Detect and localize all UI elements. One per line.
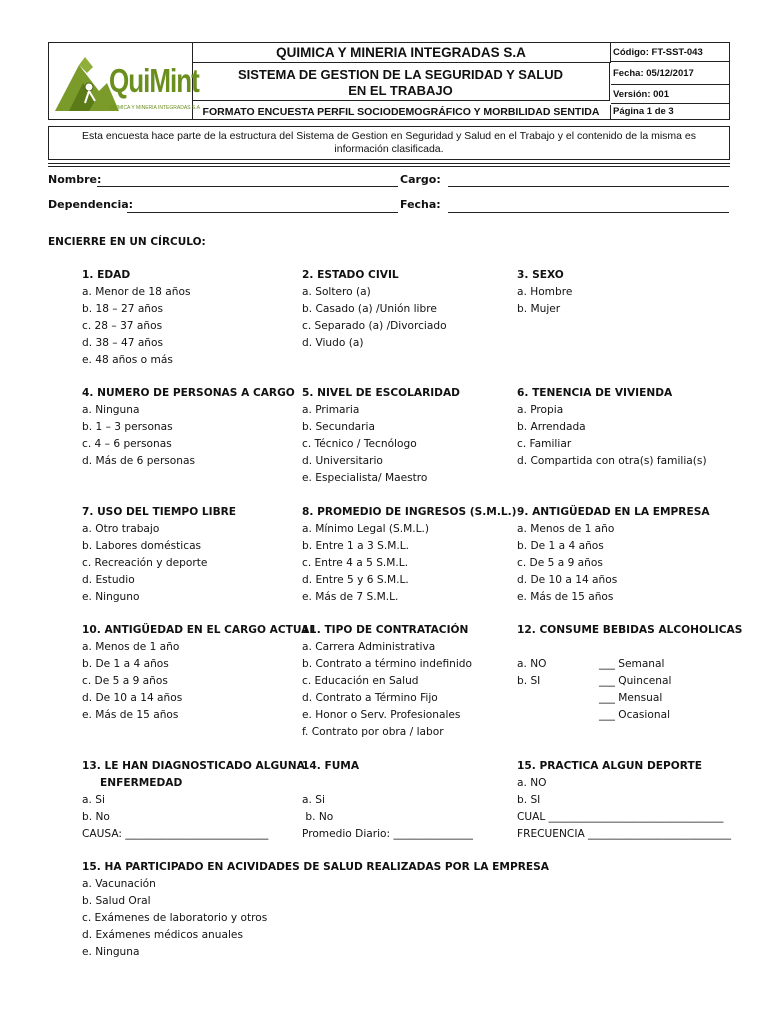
question-escolaridad — [302, 385, 460, 487]
dependencia-field[interactable] — [127, 212, 398, 213]
option[interactable]: c. Entre 4 a 5 S.M.L. — [302, 557, 409, 569]
option[interactable]: b. De 1 a 4 años — [517, 540, 604, 552]
option[interactable]: d. 38 – 47 años — [82, 337, 164, 349]
option[interactable]: a. Menos de 1 año — [517, 523, 615, 535]
logo-wordmark: QuiMint — [109, 61, 199, 100]
frequency-option[interactable]: ___ Quincenal — [599, 675, 672, 687]
option[interactable]: e. Más de 15 años — [517, 591, 614, 603]
option[interactable]: a. Si — [82, 794, 105, 806]
question-estado-civil — [302, 267, 447, 352]
option[interactable]: c. De 5 a 9 años — [82, 675, 168, 687]
question-title: 7. USO DEL TIEMPO LIBRE — [82, 506, 237, 518]
frequency-option[interactable]: ___ Ocasional — [599, 709, 671, 721]
option[interactable]: b. De 1 a 4 años — [82, 658, 169, 670]
option[interactable]: a. NO — [517, 658, 547, 670]
option[interactable]: e. Honor o Serv. Profesionales — [302, 709, 461, 721]
question-title: 1. EDAD — [82, 269, 131, 281]
system-title-line1: SISTEMA DE GESTION DE LA SEGURIDAD Y SALUD — [237, 67, 564, 82]
option[interactable]: b. 18 – 27 años — [82, 303, 164, 315]
promedio-field[interactable]: Promedio Diario: _______________ — [302, 828, 473, 840]
option[interactable]: b. Labores domésticas — [82, 540, 202, 552]
bebidas-frecuencia — [599, 656, 671, 724]
divider — [48, 166, 730, 167]
option[interactable]: d. Viudo (a) — [302, 337, 364, 349]
option[interactable]: a. NO — [517, 777, 547, 789]
option[interactable]: d. De 10 a 14 años — [82, 692, 183, 704]
system-title-line2: EN EL TRABAJO — [348, 83, 453, 98]
question-title: 6. TENENCIA DE VIVIENDA — [517, 387, 673, 399]
option[interactable]: b. Entre 1 a 3 S.M.L. — [302, 540, 409, 552]
option[interactable]: d. Estudio — [82, 574, 135, 586]
question-vivienda — [517, 385, 707, 470]
fecha-label: Fecha: — [400, 198, 441, 211]
option[interactable]: c. Exámenes de laboratorio y otros — [82, 912, 268, 924]
option[interactable]: b. SI — [517, 794, 541, 806]
option[interactable]: a. Menos de 1 año — [82, 641, 180, 653]
question-title: 11. TIPO DE CONTRATACIÓN — [302, 624, 469, 636]
format-title: FORMATO ENCUESTA PERFIL SOCIODEMOGRÁFICO Y MORBILIDAD SENTIDA — [192, 105, 611, 119]
question-ingresos — [302, 504, 516, 606]
option[interactable]: c. 28 – 37 años — [82, 320, 163, 332]
company-name: QUIMICA Y MINERIA INTEGRADAS S.A — [192, 43, 611, 63]
option[interactable]: c. Técnico / Tecnólogo — [302, 438, 417, 450]
doc-code: Código: FT-SST-043 — [611, 43, 729, 62]
option[interactable]: d. Universitario — [302, 455, 383, 467]
option[interactable]: d. De 10 a 14 años — [517, 574, 618, 586]
option[interactable]: d. Exámenes médicos anuales — [82, 929, 243, 941]
question-edad — [82, 267, 190, 369]
option[interactable]: b. Contrato a término indefinido — [302, 658, 473, 670]
question-title: 4. NUMERO DE PERSONAS A CARGO — [82, 387, 295, 399]
fecha-field[interactable] — [448, 212, 729, 213]
company-logo — [49, 43, 200, 119]
question-tiempo-libre — [82, 504, 236, 606]
question-antiguedad-empresa — [517, 504, 710, 606]
option[interactable]: b. No — [302, 811, 334, 823]
document-header — [48, 42, 730, 120]
option[interactable]: a. Hombre — [517, 286, 573, 298]
question-title: 2. ESTADO CIVIL — [302, 269, 399, 281]
question-antiguedad-cargo — [82, 622, 316, 724]
doc-page: Página 1 de 3 — [613, 106, 674, 117]
option[interactable]: b. SI — [517, 675, 541, 687]
causa-field[interactable]: CAUSA: ___________________________ — [82, 828, 269, 840]
question-title: 13. LE HAN DIAGNOSTICADO ALGUNA — [82, 760, 305, 772]
question-title: 9. ANTIGÜEDAD EN LA EMPRESA — [517, 506, 710, 518]
option[interactable]: b. Arrendada — [517, 421, 586, 433]
option[interactable]: a. Carrera Administrativa — [302, 641, 436, 653]
option[interactable]: c. De 5 a 9 años — [517, 557, 603, 569]
question-title: 14. FUMA — [302, 760, 360, 772]
option[interactable]: c. 4 – 6 personas — [82, 438, 172, 450]
logo-subtext: QUIMICA Y MINERIA INTEGRADAS S.A — [109, 105, 200, 111]
question-deporte — [517, 758, 731, 843]
question-title: 8. PROMEDIO DE INGRESOS (S.M.L.) — [302, 506, 517, 518]
confidentiality-notice: Esta encuesta hace parte de la estructura del Sistema de Gestion en Seguridad y Salud en el Trabajo y el contenido de la misma es información clasificada. — [48, 126, 730, 160]
option[interactable]: d. Entre 5 y 6 S.M.L. — [302, 574, 409, 586]
option[interactable]: a. Vacunación — [82, 878, 156, 890]
option[interactable]: d. Más de 6 personas — [82, 455, 196, 467]
question-title: 3. SEXO — [517, 269, 564, 281]
question-personas-a-cargo — [82, 385, 295, 470]
option[interactable]: a. Soltero (a) — [302, 286, 371, 298]
frequency-option[interactable]: ___ Semanal — [599, 658, 665, 670]
option[interactable]: c. Educación en Salud — [302, 675, 419, 687]
option[interactable]: d. Contrato a Término Fijo — [302, 692, 438, 704]
option[interactable]: f. Contrato por obra / labor — [302, 726, 444, 738]
option[interactable]: a. Otro trabajo — [82, 523, 160, 535]
option[interactable]: a. Menor de 18 años — [82, 286, 191, 298]
option[interactable]: a. Propia — [517, 404, 564, 416]
option[interactable]: e. Ninguno — [82, 591, 140, 603]
question-title: 15. HA PARTICIPADO EN ACIVIDADES DE SALUD REALIZADAS POR LA EMPRESA — [82, 861, 549, 873]
question-title-cont: ENFERMEDAD — [100, 777, 183, 789]
question-title: 15. PRACTICA ALGUN DEPORTE — [517, 760, 702, 772]
system-title — [192, 63, 610, 101]
option[interactable]: e. Especialista/ Maestro — [302, 472, 428, 484]
question-actividades-salud — [82, 859, 549, 961]
option[interactable]: a. Primaria — [302, 404, 360, 416]
question-fuma — [302, 758, 473, 843]
option[interactable]: a. Si — [302, 794, 325, 806]
option[interactable]: b. Mujer — [517, 303, 561, 315]
doc-version: Versión: 001 — [611, 86, 729, 104]
option[interactable]: e. 48 años o más — [82, 354, 173, 366]
cargo-label: Cargo: — [400, 173, 441, 186]
option[interactable]: b. 1 – 3 personas — [82, 421, 173, 433]
option[interactable]: a. Mínimo Legal (S.M.L.) — [302, 523, 430, 535]
dependencia-label: Dependencia: — [48, 198, 134, 211]
option[interactable]: c. Familiar — [517, 438, 572, 450]
cargo-field[interactable] — [448, 186, 729, 187]
nombre-label: Nombre: — [48, 173, 102, 186]
question-sexo — [517, 267, 572, 318]
divider — [48, 163, 730, 164]
option[interactable]: b. Secundaria — [302, 421, 375, 433]
option[interactable]: e. Más de 7 S.M.L. — [302, 591, 399, 603]
doc-date: Fecha: 05/12/2017 — [611, 63, 729, 85]
option[interactable]: c. Separado (a) /Divorciado — [302, 320, 447, 332]
option[interactable]: e. Ninguna — [82, 946, 140, 958]
question-contratacion — [302, 622, 472, 741]
frequency-option[interactable]: ___ Mensual — [599, 692, 663, 704]
question-title: 10. ANTIGÜEDAD EN EL CARGO ACTUAL — [82, 624, 317, 636]
option[interactable]: a. Ninguna — [82, 404, 140, 416]
nombre-field[interactable] — [97, 186, 398, 187]
question-enfermedad — [82, 758, 305, 843]
option[interactable]: c. Recreación y deporte — [82, 557, 208, 569]
option[interactable]: b. Casado (a) /Unión libre — [302, 303, 437, 315]
cual-field[interactable]: CUAL _________________________________ — [517, 811, 724, 823]
frecuencia-field[interactable]: FRECUENCIA ___________________________ — [517, 828, 732, 840]
question-title: 5. NIVEL DE ESCOLARIDAD — [302, 387, 460, 399]
option[interactable]: b. Salud Oral — [82, 895, 151, 907]
option[interactable]: b. No — [82, 811, 110, 823]
option[interactable]: d. Compartida con otra(s) familia(s) — [517, 455, 707, 467]
question-title: 12. CONSUME BEBIDAS ALCOHOLICAS — [517, 624, 743, 636]
option[interactable]: e. Más de 15 años — [82, 709, 179, 721]
instruction: ENCIERRE EN UN CÍRCULO: — [48, 236, 206, 248]
